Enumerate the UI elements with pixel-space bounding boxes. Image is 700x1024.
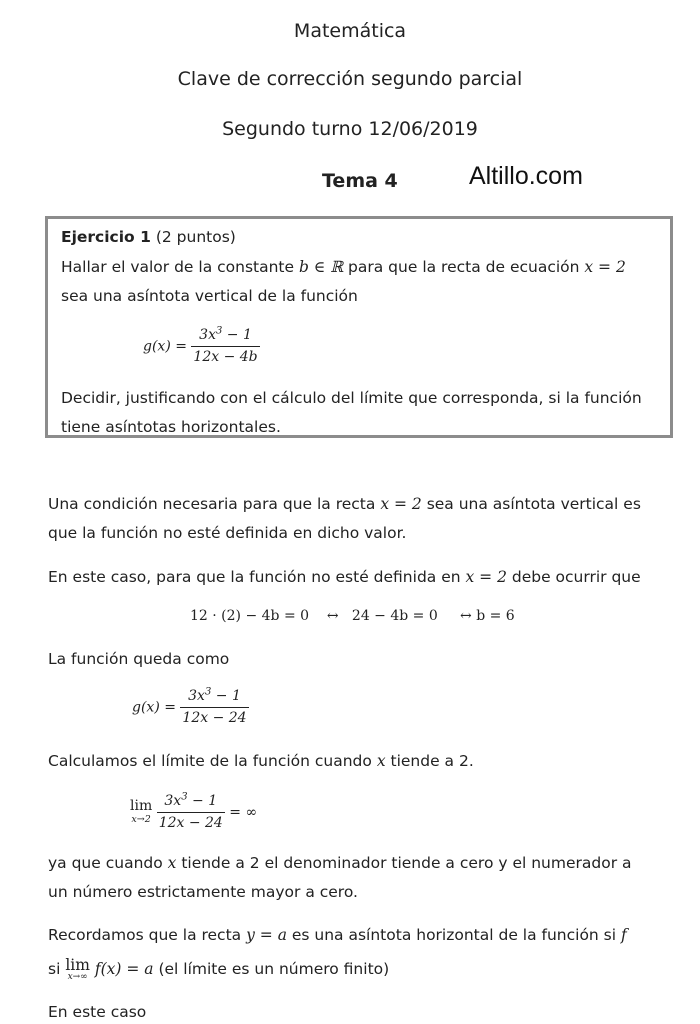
brand-watermark[interactable]: Altillo.com [469,162,583,190]
equation-b-value: 12 · (2) − 4b = 0 ↔ 24 − 4b = 0 ↔ b = 6 [190,608,515,624]
exercise-heading: Ejercicio 1 [61,228,151,246]
formula-numerator [191,327,259,347]
solution-p5-line1 [48,853,632,873]
solution-p2 [48,567,641,587]
limit-fraction [157,793,225,832]
text-run: tiende a 2. [385,752,474,770]
num-rest: − 1 [187,793,218,809]
limit-denominator: 12x − 24 [158,815,223,831]
math-y-equals-a: y = a [246,926,287,944]
solution-p1-line1 [48,494,641,514]
solution-p1-line2: que la función no esté definida en dicho valor. [48,524,407,542]
text-run: debe ocurrir que [506,568,641,586]
formula-fraction [180,688,248,727]
num-base: 3x [199,327,216,343]
solution-p6-line1 [48,925,627,945]
exercise-formula [143,327,260,366]
num-exp: 3 [204,686,212,698]
formula-lhs: g(x) = [132,699,176,716]
num-exp: 3 [215,325,223,337]
math-b-in-reals: b ∈ ℝ [298,258,344,276]
lim-subscript: x→2 [131,813,151,825]
math-f-of-x-equals-a: f(x) = a [89,960,154,978]
inline-limit-operator [65,956,90,983]
num-rest: − 1 [211,688,241,704]
math-x: x [376,752,386,770]
limit-operator [130,799,152,827]
math-x-equals-2: x = 2 [465,568,507,586]
lim-word: lim [65,956,90,974]
lim-word: lim [130,797,153,814]
formula-denominator: 12x − 24 [182,710,247,726]
limit-expression [130,793,257,832]
formula-numerator [180,688,248,708]
num-rest: − 1 [222,327,252,343]
exercise-box [45,216,673,438]
solution-p6-line2 [48,954,390,982]
text-run: En este caso, para que la función no esté definida en [48,568,466,586]
formula-fraction [191,327,259,366]
text-run: Calculamos el límite de la función cuando [48,752,377,770]
exercise-line-3: Decidir, justificando con el cálculo del límite que corresponda, si la función [61,389,642,407]
formula-lhs: g(x) = [143,338,187,355]
text-run: Recordamos que la recta [48,926,247,944]
lim-subscript: x→∞ [67,972,88,982]
text-run: (el límite es un número finito) [153,960,390,978]
exercise-line-2: sea una asíntota vertical de la función [61,287,358,305]
formula-denominator: 12x − 4b [193,349,258,365]
limit-result: = ∞ [229,804,258,821]
num-base: 3x [188,688,205,704]
document-title: Clave de corrección segundo parcial [177,68,523,90]
math-x-equals-2: x = 2 [584,258,626,276]
num-base: 3x [164,793,182,809]
exam-date-line: Segundo turno 12/06/2019 [222,118,478,140]
text-run: si [48,960,66,978]
exercise-line-1 [61,257,626,277]
exercise-heading-line [61,227,236,247]
num-exp: 3 [181,791,188,803]
math-f: f [621,926,627,944]
text-run: para que la recta de ecuación [343,258,585,276]
text-run: tiende a 2 el denominador tiende a cero y el numerador a [176,854,632,872]
solution-p7: En este caso [48,1003,147,1021]
text-run: Una condición necesaria para que la recta [48,495,381,513]
text-run: Hallar el valor de la constante [61,258,299,276]
text-run: sea una asíntota vertical es [421,495,641,513]
exercise-points: (2 puntos) [155,228,236,246]
math-x-equals-2: x = 2 [380,495,422,513]
math-x: x [167,854,177,872]
solution-p4 [48,751,474,771]
exercise-line-4: tiene asíntotas horizontales. [61,418,281,436]
solution-p3: La función queda como [48,650,230,668]
subject-title: Matemática [293,20,407,42]
text-run: ya que cuando [48,854,168,872]
solution-formula [132,688,249,727]
tema-label: Tema 4 [322,170,398,192]
text-run: es una asíntota horizontal de la función si [286,926,621,944]
limit-numerator [157,793,225,813]
solution-p5-line2: un número estrictamente mayor a cero. [48,883,358,901]
